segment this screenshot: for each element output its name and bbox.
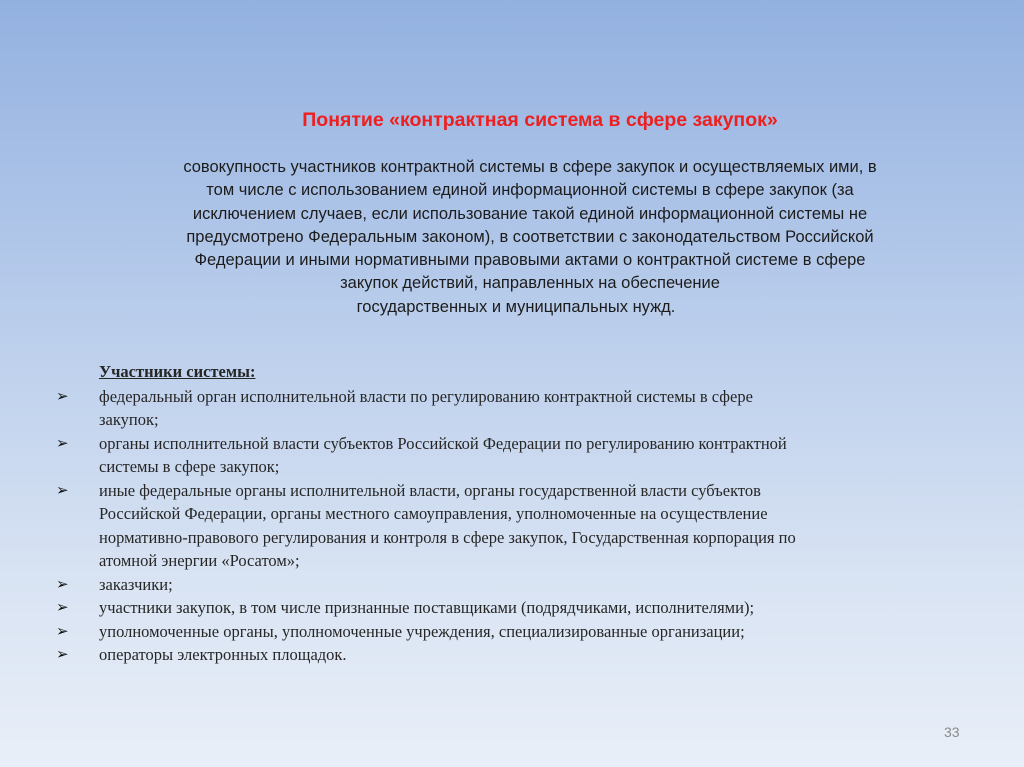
list-item: [56, 432, 956, 479]
definition-line: закупок действий, направленных на обеспечение: [340, 274, 720, 293]
page-number: 33: [944, 724, 960, 740]
definition-line: государственных и муниципальных нужд.: [356, 297, 676, 316]
definition-text: [100, 156, 960, 319]
list-item: [56, 643, 956, 667]
arrow-bullet-icon: ➢: [56, 598, 69, 616]
list-item-line: заказчики;: [99, 574, 173, 594]
list-item: [56, 573, 956, 597]
definition-line: Федерации и иными нормативными правовыми актами о контрактной системе в сфере: [194, 251, 866, 270]
arrow-bullet-icon: ➢: [56, 574, 69, 593]
list-item-line: закупок;: [99, 410, 159, 429]
definition-line: исключением случаев, если использование такой единой информационной системы не: [192, 204, 868, 223]
list-item-line: атомной энергии «Росатом»;: [99, 551, 300, 570]
list-item-line: иные федеральные органы исполнительной власти, органы государственной власти субъектов: [99, 480, 761, 500]
list-item-line: федеральный орган исполнительной власти по регулированию контрактной системы в сфере: [99, 386, 753, 406]
participants-section: [56, 360, 956, 667]
list-item-line: нормативно-правового регулирования и контроля в сфере закупок, Государственная корпорация по: [99, 527, 796, 547]
participants-heading: Участники системы:: [99, 362, 256, 381]
list-item: [56, 620, 956, 644]
arrow-bullet-icon: ➢: [56, 433, 69, 452]
list-item: [56, 385, 956, 432]
arrow-bullet-icon: ➢: [56, 386, 69, 405]
definition-line: предусмотрено Федеральным законом), в соответствии с законодательством Российской: [186, 227, 874, 246]
arrow-bullet-icon: ➢: [56, 480, 69, 499]
list-item: [56, 479, 956, 573]
list-item-line: операторы электронных площадок.: [99, 645, 347, 664]
list-item-line: Российской Федерации, органы местного самоуправления, уполномоченные на осуществление: [99, 504, 768, 523]
arrow-bullet-icon: ➢: [56, 645, 69, 663]
definition-line: том числе с использованием единой информационной системы в сфере закупок (за: [206, 181, 854, 200]
list-item-line: уполномоченные органы, уполномоченные учреждения, специализированные организации;: [99, 621, 745, 641]
arrow-bullet-icon: ➢: [56, 621, 69, 640]
list-item-line: системы в сфере закупок;: [99, 457, 280, 476]
list-item-line: органы исполнительной власти субъектов Российской Федерации по регулированию контрактной: [99, 433, 787, 453]
list-item: [56, 596, 956, 620]
definition-line: совокупность участников контрактной системы в сфере закупок и осуществляемых ими, в: [183, 158, 877, 176]
list-item-line: участники закупок, в том числе признанные поставщиками (подрядчиками, исполнителями);: [99, 598, 755, 617]
participants-list: [56, 385, 956, 667]
slide-title: Понятие «контрактная система в сфере закупок»: [302, 109, 778, 131]
